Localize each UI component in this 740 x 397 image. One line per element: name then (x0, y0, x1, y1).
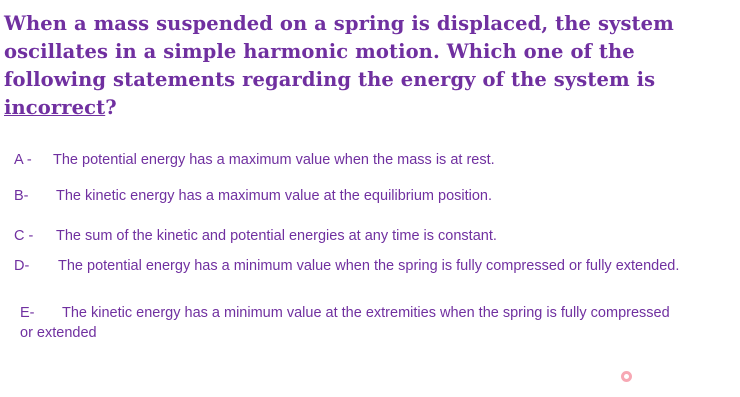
option-a[interactable] (14, 150, 714, 170)
question-end: ? (105, 96, 117, 119)
option-letter: C - (14, 228, 34, 244)
question-stem: When a mass suspended on a spring is displaced, the system oscillates in a simple harmonic motion. Which one of the following statements regarding the energy of the system is (4, 12, 674, 91)
option-e[interactable] (20, 303, 680, 343)
option-b[interactable] (14, 186, 714, 206)
option-letter: A - (14, 152, 32, 168)
option-text: The potential energy has a minimum value when the spring is fully compressed or fully extended. (58, 258, 680, 274)
option-text: The potential energy has a maximum value when the mass is at rest. (53, 152, 495, 168)
option-text: The sum of the kinetic and potential energies at any time is constant. (56, 228, 497, 244)
option-letter: E- (20, 305, 35, 321)
option-text: The kinetic energy has a maximum value at the equilibrium position. (56, 188, 493, 204)
question-text (4, 10, 736, 122)
option-c[interactable] (14, 226, 714, 246)
option-text: The kinetic energy has a minimum value at the extremities when the spring is fully compressed or extended (20, 305, 670, 341)
question-emphasis: incorrect (4, 96, 106, 119)
option-letter: D- (14, 258, 30, 274)
option-letter: B- (14, 188, 29, 204)
option-d[interactable] (14, 256, 704, 276)
circle-marker-icon (621, 371, 632, 382)
